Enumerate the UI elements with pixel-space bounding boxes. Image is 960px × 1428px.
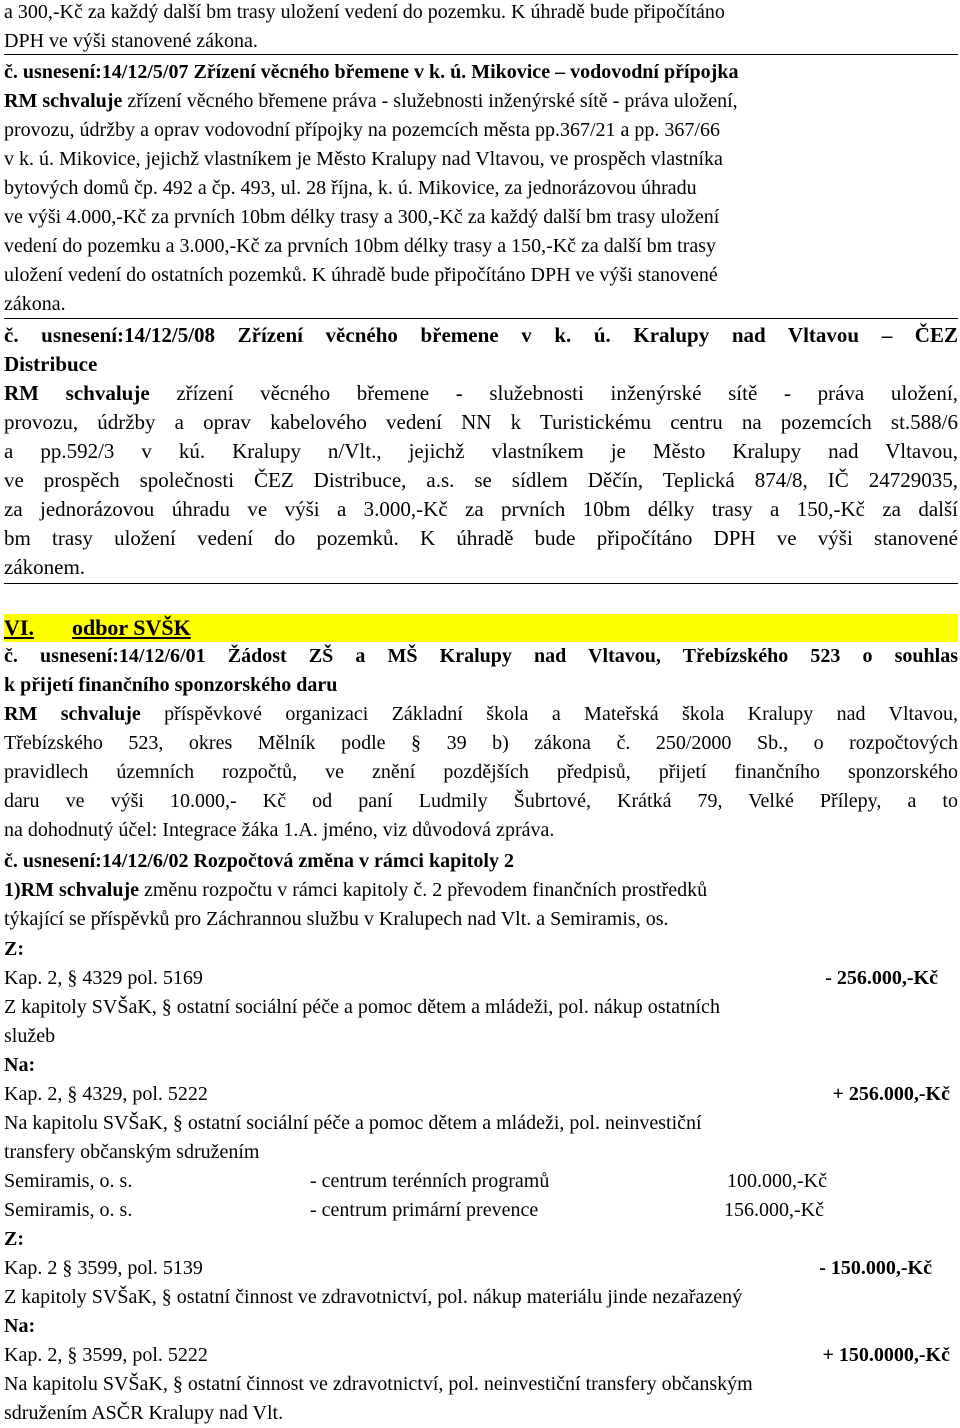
section-title: odbor SVŠK — [71, 615, 191, 640]
text-line — [4, 87, 738, 116]
section-heading — [4, 613, 191, 642]
text-line: uložení vedení do ostatních pozemků. K úhradě bude připočítáno DPH ve výši stanovené — [4, 264, 718, 286]
section-number: VI. — [4, 615, 34, 640]
resolution-heading: č. usnesení:14/12/6/02 Rozpočtová změna v rámci kapitoly 2 — [4, 850, 514, 872]
text-line: bm trasy uložení vedení do pozemků. K úhradě bude připočítáno DPH ve výši stanovené — [4, 526, 958, 550]
budget-line-code: Kap. 2 § 3599, pol. 5139 — [4, 1257, 203, 1279]
text-line: sdružením ASČR Kralupy nad Vlt. — [4, 1402, 284, 1424]
budget-amount: - 256.000,-Kč — [825, 967, 938, 989]
text-segment: zřízení věcného břemene práva - služebnosti inženýrské sítě - práva uložení, — [122, 90, 738, 112]
text-line: ve prospěch společnosti ČEZ Distribuce, a.s. se sídlem Děčín, Teplická 874/8, IČ 24729035, — [4, 468, 958, 492]
text-line: týkající se příspěvků pro Záchrannou službu v Kralupech nad Vlt. a Semiramis, os. — [4, 908, 669, 930]
separator-line — [4, 54, 958, 55]
recipient-name: Semiramis, o. s. — [4, 1199, 133, 1221]
text-line: Z kapitoly SVŠaK, § ostatní činnost ve zdravotnictví, pol. nákup materiálu jinde nezařazený — [4, 1286, 743, 1308]
recipient-amount: 156.000,-Kč — [724, 1199, 824, 1221]
text-line: Na kapitolu SVŠaK, § ostatní činnost ve zdravotnictví, pol. neinvestiční transfery občanským — [4, 1373, 753, 1395]
budget-line-code: Kap. 2, § 4329 pol. 5169 — [4, 967, 203, 989]
text-line — [4, 379, 958, 408]
approves-label: RM schvaluje — [4, 90, 123, 112]
recipient-purpose: - centrum primární prevence — [310, 1199, 539, 1221]
approves-label: RM schvaluje — [4, 381, 150, 405]
text-line: ve výši 4.000,-Kč za prvních 10bm délky trasy a 300,-Kč za každý další bm trasy uložení — [4, 206, 720, 228]
text-line: zákona. — [4, 293, 66, 315]
recipient-name: Semiramis, o. s. — [4, 1170, 133, 1192]
budget-line-code: Kap. 2, § 3599, pol. 5222 — [4, 1344, 208, 1366]
text-segment: příspěvkové organizaci Základní škola a Mateřská škola Kralupy nad Vltavou, — [140, 703, 958, 725]
text-line: daru ve výši 10.000,- Kč od paní Ludmily Šubrtové, Krátká 79, Velké Přílepy, a to — [4, 790, 958, 812]
text-line: Na kapitolu SVŠaK, § ostatní sociální péče a pomoc dětem a mládeži, pol. neinvestiční — [4, 1112, 702, 1134]
text-line — [4, 876, 707, 905]
text-segment: změnu rozpočtu v rámci kapitoly č. 2 převodem finančních prostředků — [138, 879, 708, 901]
text-line: pravidlech územních rozpočtů, ve znění pozdějších předpisů, přijetí finančního sponzorského — [4, 761, 958, 783]
text-segment: zřízení věcného břemene - služebnosti inženýrské sítě - práva uložení, — [149, 381, 958, 405]
text-line: zákonem. — [4, 555, 86, 579]
from-label: Z: — [4, 938, 24, 960]
to-label: Na: — [4, 1315, 36, 1337]
text-line: Třebízského 523, okres Mělník podle § 39 b) zákona č. 250/2000 Sb., o rozpočtových — [4, 732, 958, 754]
separator-line — [4, 583, 958, 584]
from-label: Z: — [4, 1228, 24, 1250]
resolution-heading: Distribuce — [4, 352, 98, 376]
budget-line-code: Kap. 2, § 4329, pol. 5222 — [4, 1083, 208, 1105]
budget-amount: + 150.0000,-Kč — [822, 1344, 950, 1366]
budget-amount: + 256.000,-Kč — [832, 1083, 950, 1105]
text-line: a 300,-Kč za každý další bm trasy uložení vedení do pozemku. K úhradě bude připočítáno — [4, 1, 725, 23]
text-line: služeb — [4, 1025, 56, 1047]
resolution-heading: č. usnesení:14/12/5/07 Zřízení věcného břemene v k. ú. Mikovice – vodovodní přípojka — [4, 61, 739, 83]
text-line: za jednorázovou úhradu ve výši a 3.000,-Kč za prvních 10bm délky trasy a 150,-Kč za další — [4, 497, 958, 521]
approves-label: 1)RM schvaluje — [4, 879, 139, 901]
text-line: na dohodnutý účel: Integrace žáka 1.A. jméno, viz důvodová zpráva. — [4, 819, 555, 841]
recipient-amount: 100.000,-Kč — [727, 1170, 827, 1192]
resolution-heading: č. usnesení:14/12/6/01 Žádost ZŠ a MŠ Kralupy nad Vltavou, Třebízského 523 o souhlas — [4, 645, 958, 667]
text-line: provozu, údržby a oprav vodovodní přípojky na pozemcích města pp.367/21 a pp. 367/66 — [4, 119, 720, 141]
text-line: bytových domů čp. 492 a čp. 493, ul. 28 října, k. ú. Mikovice, za jednorázovou úhradu — [4, 177, 697, 199]
budget-amount: - 150.000,-Kč — [819, 1257, 932, 1279]
to-label: Na: — [4, 1054, 36, 1076]
text-line: transfery občanským sdružením — [4, 1141, 260, 1163]
text-line: provozu, údržby a oprav kabelového vedení NN k Turistickému centru na pozemcích st.588/6 — [4, 410, 958, 434]
text-line: vedení do pozemku a 3.000,-Kč za prvních 10bm délky trasy a 150,-Kč za další bm trasy — [4, 235, 717, 257]
resolution-heading: k přijetí finančního sponzorského daru — [4, 674, 338, 696]
recipient-purpose: - centrum terénních programů — [310, 1170, 550, 1192]
text-line — [4, 700, 958, 729]
text-line: v k. ú. Mikovice, jejichž vlastníkem je Město Kralupy nad Vltavou, ve prospěch vlastníka — [4, 148, 723, 170]
text-line: a pp.592/3 v kú. Kralupy n/Vlt., jejichž vlastníkem je Město Kralupy nad Vltavou, — [4, 439, 958, 463]
text-line: DPH ve výši stanovené zákona. — [4, 30, 258, 52]
separator-line — [4, 318, 958, 319]
text-line: Z kapitoly SVŠaK, § ostatní sociální péče a pomoc dětem a mládeži, pol. nákup ostatních — [4, 996, 720, 1018]
approves-label: RM schvaluje — [4, 703, 141, 725]
resolution-heading: č. usnesení:14/12/5/08 Zřízení věcného břemene v k. ú. Kralupy nad Vltavou – ČEZ — [4, 323, 958, 347]
